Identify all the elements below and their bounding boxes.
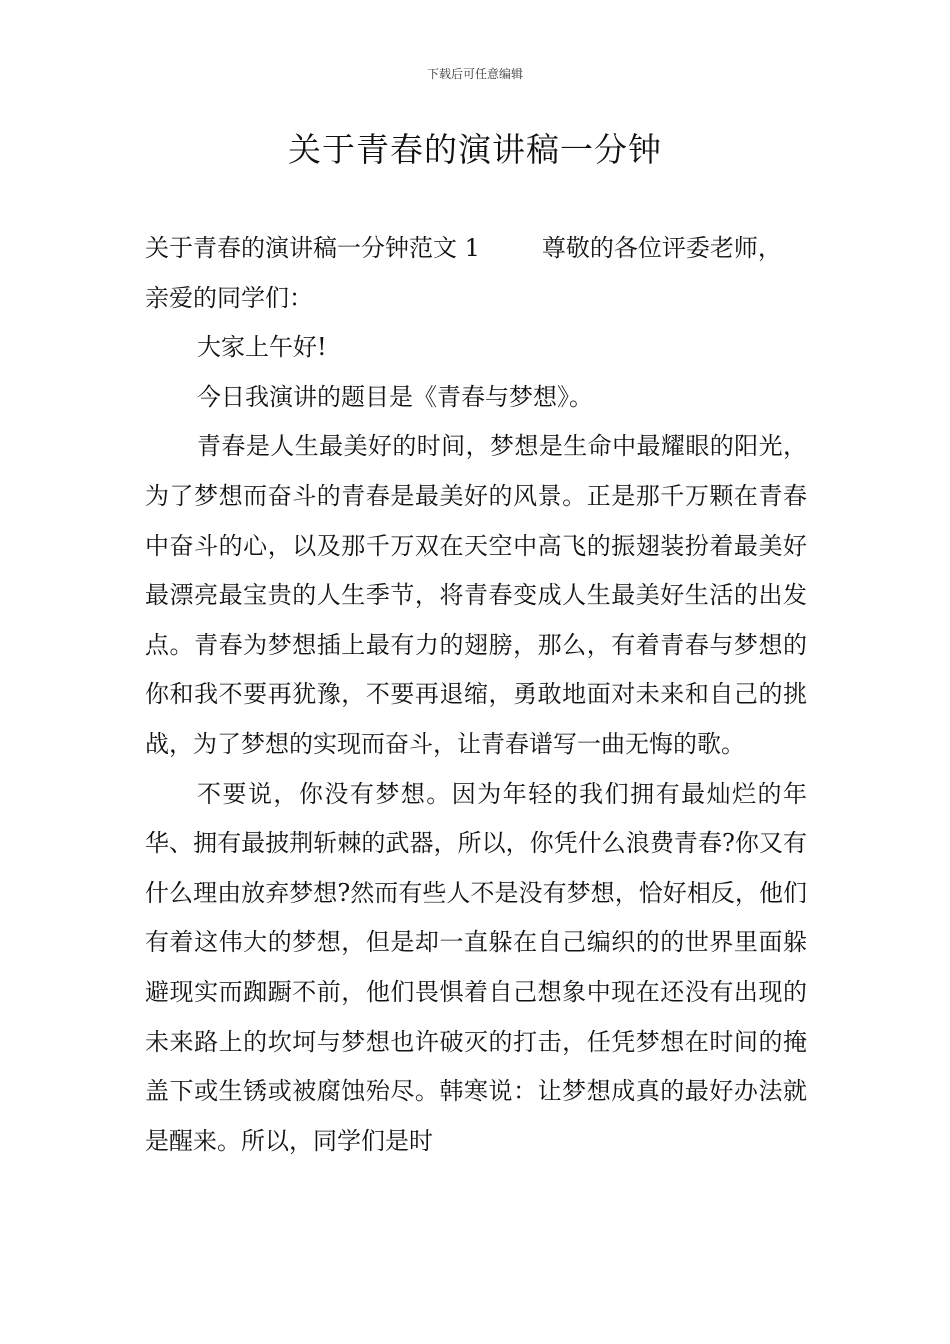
- opening-line: [145, 224, 807, 274]
- document-body: [145, 224, 807, 1166]
- topic-paragraph: 今日我演讲的题目是《青春与梦想》。: [197, 382, 593, 411]
- salutation-part2: 亲爱的同学们：: [145, 283, 313, 312]
- salutation-part1: 尊敬的各位评委老师，: [541, 234, 782, 262]
- body-paragraph: 不要说，你没有梦想。因为年轻的我们拥有最灿烂的年华、拥有最披荆斩棘的武器，所以，你凭什么浪费青春?你又有什么理由放弃梦想?然而有些人不是没有梦想，恰好相反，他们有着这伟大的梦想，但是却一直躲在自己编织的的世界里面躲避现实而踟蹰不前，他们畏惧着自己想象中现在还没有出现的未来路上的坎坷与梦想也许破灭的打击，任凭梦想在时间的掩盖下或生锈或被腐蚀殆尽。韩寒说：让梦想成真的最好办法就是醒来。所以，同学们是时: [145, 779, 807, 1155]
- download-note: 下载后可任意编辑: [426, 67, 523, 81]
- body-paragraph: 青春是人生最美好的时间，梦想是生命中最耀眼的阳光，为了梦想而奋斗的青春是最美好的风景。正是那千万颗在青春中奋斗的心，以及那千万双在天空中高飞的振翅装扮着最美好最漂亮最宝贵的人生季节，将青春变成人生最美好生活的出发点。青春为梦想插上最有力的翅膀，那么，有着青春与梦想的你和我不要再犹豫，不要再退缩，勇敢地面对未来和自己的挑战，为了梦想的实现而奋斗，让青春谱写一曲无悔的歌。: [145, 432, 807, 758]
- document-title: 关于青春的演讲稿一分钟: [288, 130, 662, 169]
- greeting-paragraph: 大家上午好!: [197, 333, 327, 362]
- sample-heading: 关于青春的演讲稿一分钟范文 1: [145, 234, 480, 262]
